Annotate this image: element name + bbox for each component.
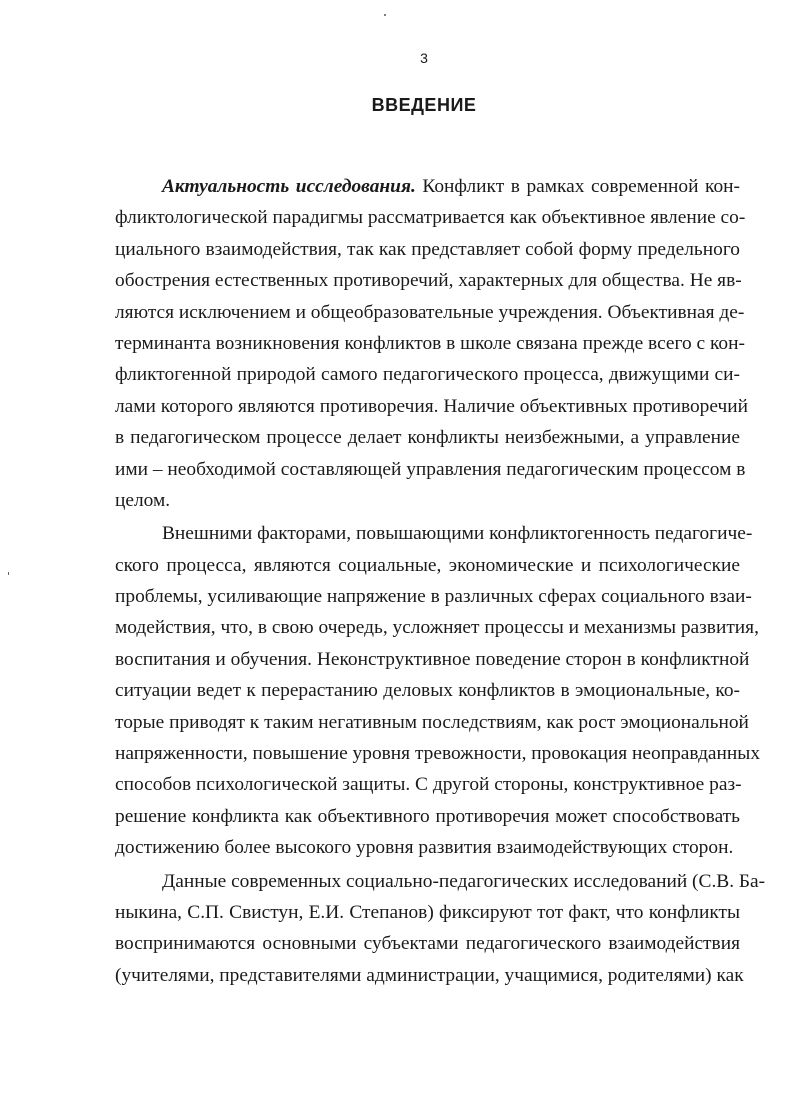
paragraph-line: целом. (115, 489, 171, 511)
paragraph-line (115, 171, 740, 202)
paragraph-line: фликтогенной природой самого педагогического процесса, движущими си- (115, 364, 740, 386)
paragraph-line: модействия, что, в свою очередь, усложняет процессы и механизмы развития, (115, 617, 759, 639)
paragraph-line: воспринимаются основными субъектами педагогического взаимодействия (115, 933, 740, 955)
paragraph-line: Данные современных социально-педагогических исследований (С.В. Ба- (162, 870, 766, 892)
paragraph-line: ими – необходимой составляющей управления педагогическим процессом в (115, 458, 746, 480)
paragraph-line: циального взаимодействия, так как представляет собой форму предельного (115, 238, 740, 260)
paragraph-line: торые приводят к таким негативным последствиям, как рост эмоциональной (115, 711, 749, 733)
paragraph-line: ситуации ведет к перерастанию деловых конфликтов в эмоциональные, ко- (115, 680, 740, 702)
paragraph-line: воспитания и обучения. Неконструктивное поведение сторон в конфликтной (115, 648, 750, 670)
paragraph-line: напряженности, повышение уровня тревожности, провокация неоправданных (115, 743, 761, 765)
paragraph-line: фликтологической парадигмы рассматривается как объективное явление со- (115, 207, 746, 229)
paragraph-line: достижению более высокого уровня развития взаимодействующих сторон. (115, 837, 734, 859)
body-text (115, 171, 766, 991)
paragraph-line: способов психологической защиты. С другой стороны, конструктивное раз- (115, 774, 742, 796)
paragraph-line: решение конфликта как объективного противоречия может способствовать (115, 805, 740, 827)
paragraph-research-data (115, 866, 766, 992)
paragraph-external-factors (115, 518, 761, 863)
paragraph-line: обострения естественных противоречий, характерных для общества. Не яв- (115, 270, 742, 292)
paragraph-line: терминанта возникновения конфликтов в школе связана прежде всего с кон- (115, 332, 745, 354)
paragraph-line: Внешними факторами, повышающими конфликтогенность педагогиче- (162, 523, 753, 545)
paragraph-line: (учителями, представителями администрации, учащимися, родителями) как (115, 964, 744, 986)
paragraph-line: в педагогическом процессе делает конфликты неизбежными, а управление (115, 427, 740, 449)
paragraph-line: ляются исключением и общеобразовательные учреждения. Объективная де- (115, 301, 745, 323)
paragraph-relevance (115, 171, 748, 516)
paragraph-line: ского процесса, являются социальные, экономические и психологические (115, 554, 740, 576)
paragraph-line: проблемы, усиливающие напряжение в различных сферах социального взаи- (115, 586, 752, 608)
paragraph-line-text: Конфликт в рамках современной кон- (415, 176, 741, 197)
section-heading: Актуальность исследования. (162, 176, 416, 197)
scan-speck-top (384, 14, 386, 16)
scan-speck-left (8, 572, 9, 575)
paragraph-line: лами которого являются противоречия. Наличие объективных противоречий (115, 395, 748, 417)
page-title: ВВЕДЕНИЕ (371, 95, 477, 115)
paragraph-line: ныкина, С.П. Свистун, Е.И. Степанов) фиксируют тот факт, что конфликты (115, 901, 740, 923)
page-number: 3 (420, 50, 428, 66)
